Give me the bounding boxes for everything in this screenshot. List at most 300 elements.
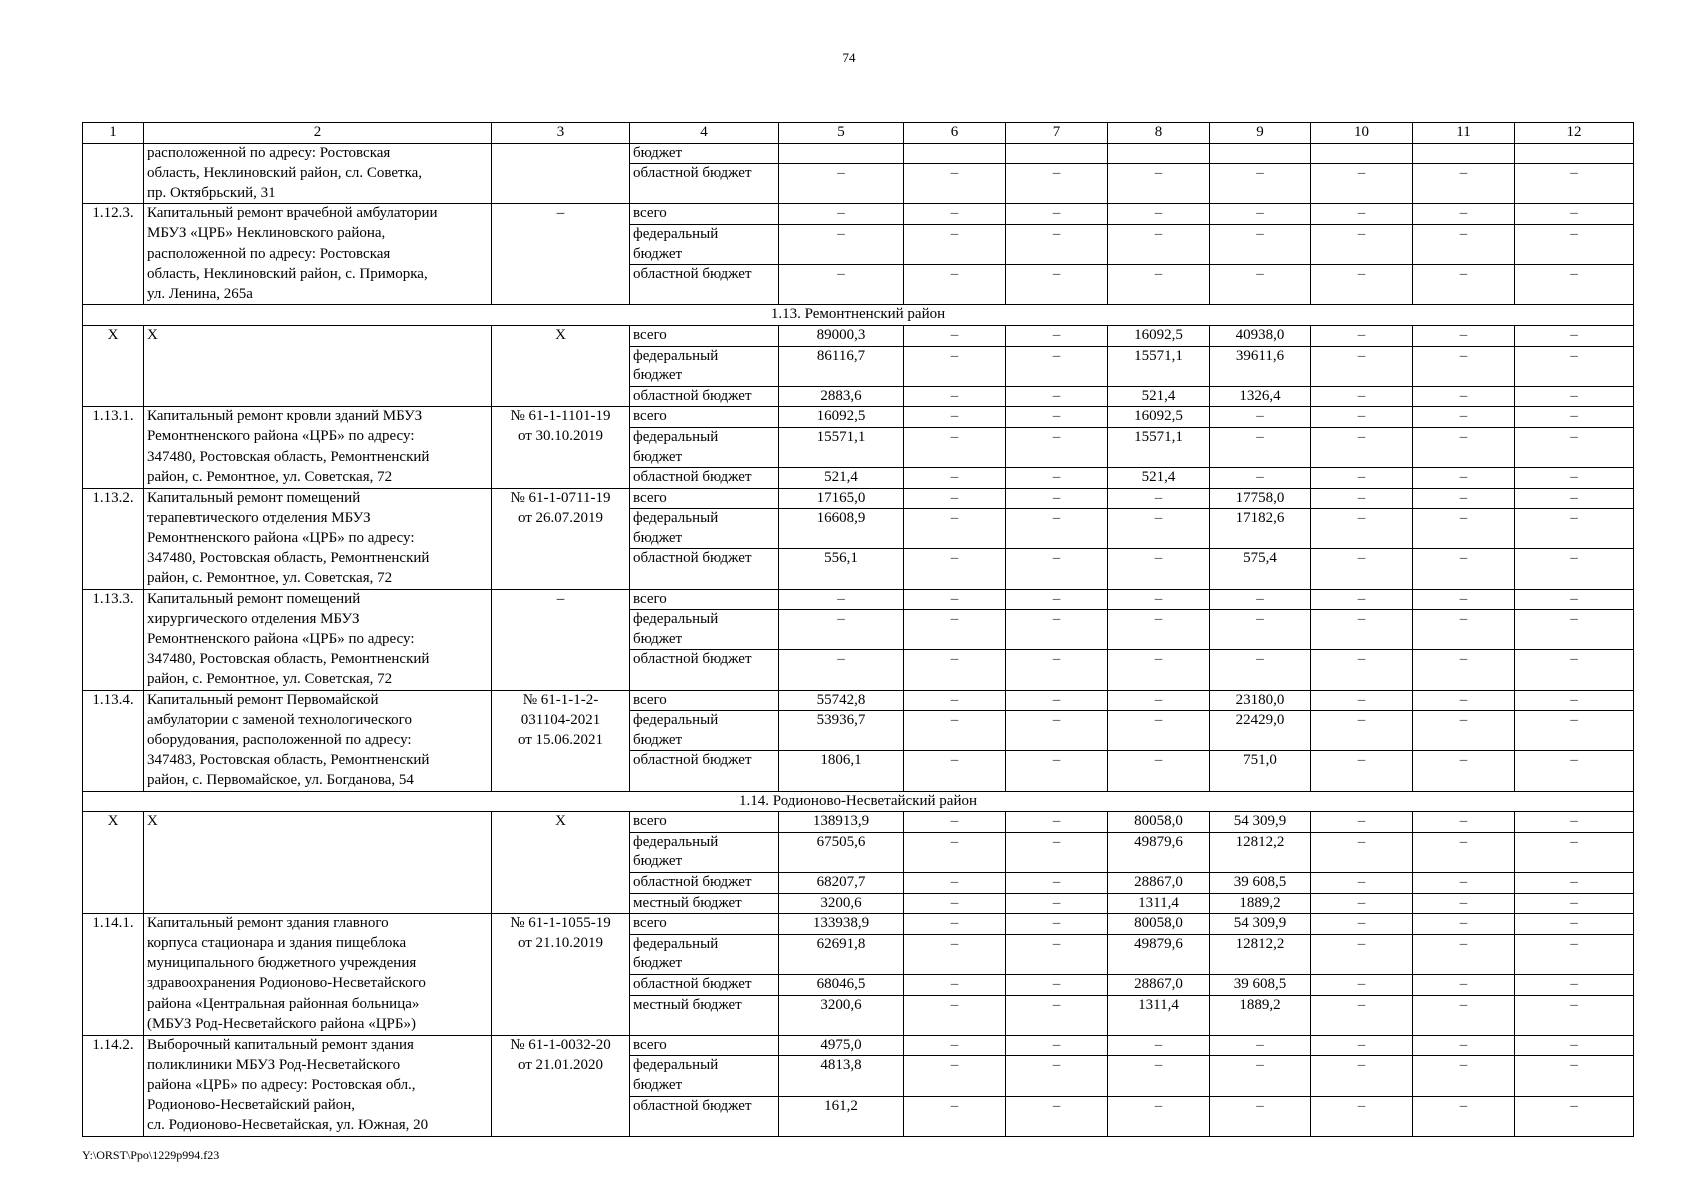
value-col-5 xyxy=(779,245,904,265)
value-col-8 xyxy=(1108,1116,1210,1136)
item-number xyxy=(83,224,144,244)
funding-source: местный бюджет xyxy=(630,893,779,914)
value-col-8: 16092,5 xyxy=(1108,407,1210,428)
item-number xyxy=(83,509,144,529)
table-row xyxy=(83,224,1634,244)
item-description: район, с. Ремонтное, ул. Советская, 72 xyxy=(144,670,492,690)
value-col-8: 521,4 xyxy=(1108,468,1210,489)
table-row xyxy=(83,1056,1634,1076)
value-col-8: 1311,4 xyxy=(1108,893,1210,914)
value-col-12: – xyxy=(1515,589,1634,610)
table-row xyxy=(83,285,1634,305)
item-number xyxy=(83,1096,144,1116)
item-description xyxy=(144,872,492,893)
item-number xyxy=(83,610,144,630)
contract-number xyxy=(492,974,630,995)
funding-source: областной бюджет xyxy=(630,650,779,670)
funding-source: всего xyxy=(630,1035,779,1056)
contract-number: Х xyxy=(492,812,630,833)
item-description: МБУЗ «ЦРБ» Неклиновского района, xyxy=(144,224,492,244)
item-number xyxy=(83,650,144,670)
item-number: 1.12.3. xyxy=(83,204,144,225)
value-col-12: – xyxy=(1515,509,1634,529)
value-col-6 xyxy=(904,569,1006,589)
funding-source: областной бюджет xyxy=(630,164,779,184)
value-col-9 xyxy=(1210,245,1311,265)
value-col-5: – xyxy=(779,589,904,610)
value-col-12 xyxy=(1515,1015,1634,1035)
contract-number: 031104-2021 xyxy=(492,711,630,731)
contract-number xyxy=(492,529,630,549)
value-col-11: – xyxy=(1413,265,1515,285)
table-row xyxy=(83,143,1634,164)
item-description: муниципального бюджетного учреждения xyxy=(144,954,492,974)
value-col-5 xyxy=(779,1116,904,1136)
value-col-6: – xyxy=(904,1096,1006,1116)
value-col-9: 54 309,9 xyxy=(1210,812,1311,833)
value-col-11: – xyxy=(1413,224,1515,244)
file-path: Y:\ORST\Ppo\1229p994.f23 xyxy=(82,1148,220,1162)
value-col-5: 89000,3 xyxy=(779,325,904,346)
table-row xyxy=(83,954,1634,974)
value-col-10 xyxy=(1311,184,1413,204)
item-number: Х xyxy=(83,325,144,346)
funding-source: федеральный xyxy=(630,711,779,731)
value-col-10: – xyxy=(1311,509,1413,529)
value-col-6 xyxy=(904,1116,1006,1136)
value-col-11: – xyxy=(1413,974,1515,995)
value-col-9: – xyxy=(1210,589,1311,610)
value-col-8 xyxy=(1108,285,1210,305)
item-number xyxy=(83,934,144,954)
contract-number: – xyxy=(492,204,630,225)
value-col-12 xyxy=(1515,1076,1634,1096)
value-col-6: – xyxy=(904,872,1006,893)
value-col-6: – xyxy=(904,509,1006,529)
funding-source: всего xyxy=(630,812,779,833)
value-col-12 xyxy=(1515,954,1634,974)
contract-number xyxy=(492,1015,630,1035)
value-col-6: – xyxy=(904,164,1006,184)
item-number xyxy=(83,1076,144,1096)
value-col-11: – xyxy=(1413,1035,1515,1056)
value-col-8: 16092,5 xyxy=(1108,325,1210,346)
column-number: 8 xyxy=(1108,123,1210,144)
value-col-9 xyxy=(1210,731,1311,751)
table-row xyxy=(83,407,1634,428)
table-row xyxy=(83,366,1634,386)
table-row xyxy=(83,630,1634,650)
value-col-5 xyxy=(779,954,904,974)
funding-source: федеральный xyxy=(630,610,779,630)
value-col-11: – xyxy=(1413,427,1515,447)
value-col-10 xyxy=(1311,670,1413,690)
table-row xyxy=(83,325,1634,346)
item-number xyxy=(83,630,144,650)
value-col-8: – xyxy=(1108,690,1210,711)
value-col-11: – xyxy=(1413,164,1515,184)
value-col-6: – xyxy=(904,427,1006,447)
value-col-8: – xyxy=(1108,488,1210,509)
funding-source: бюджет xyxy=(630,245,779,265)
value-col-10 xyxy=(1311,731,1413,751)
value-col-5: 15571,1 xyxy=(779,427,904,447)
value-col-9: 751,0 xyxy=(1210,751,1311,771)
item-number xyxy=(83,711,144,731)
contract-number xyxy=(492,184,630,204)
value-col-10: – xyxy=(1311,468,1413,489)
value-col-7 xyxy=(1006,954,1108,974)
contract-number xyxy=(492,893,630,914)
value-col-8: – xyxy=(1108,589,1210,610)
column-number: 9 xyxy=(1210,123,1311,144)
funding-source: бюджет xyxy=(630,366,779,386)
contract-number: № 61-1-0711-19 xyxy=(492,488,630,509)
value-col-10: – xyxy=(1311,812,1413,833)
value-col-12: – xyxy=(1515,832,1634,852)
budget-table xyxy=(82,122,1634,1137)
value-col-7 xyxy=(1006,1076,1108,1096)
value-col-5: – xyxy=(779,650,904,670)
value-col-12: – xyxy=(1515,893,1634,914)
item-number: 1.14.2. xyxy=(83,1035,144,1056)
value-col-10: – xyxy=(1311,204,1413,225)
item-description xyxy=(144,346,492,366)
value-col-6 xyxy=(904,448,1006,468)
table-row xyxy=(83,448,1634,468)
item-description: 347483, Ростовская область, Ремонтненский xyxy=(144,751,492,771)
value-col-6 xyxy=(904,143,1006,164)
value-col-7: – xyxy=(1006,974,1108,995)
value-col-9 xyxy=(1210,1015,1311,1035)
item-number xyxy=(83,427,144,447)
funding-source: бюджет xyxy=(630,630,779,650)
value-col-7 xyxy=(1006,285,1108,305)
value-col-5 xyxy=(779,1015,904,1035)
value-col-9: – xyxy=(1210,407,1311,428)
contract-number xyxy=(492,1096,630,1116)
column-number: 2 xyxy=(144,123,492,144)
value-col-6: – xyxy=(904,488,1006,509)
value-col-6: – xyxy=(904,204,1006,225)
item-description: область, Неклиновский район, сл. Советка, xyxy=(144,164,492,184)
value-col-12: – xyxy=(1515,1035,1634,1056)
value-col-8: 80058,0 xyxy=(1108,812,1210,833)
item-description: Ремонтненского района «ЦРБ» по адресу: xyxy=(144,427,492,447)
value-col-9: 40938,0 xyxy=(1210,325,1311,346)
value-col-6: – xyxy=(904,893,1006,914)
value-col-11: – xyxy=(1413,812,1515,833)
value-col-8 xyxy=(1108,954,1210,974)
contract-number xyxy=(492,549,630,569)
value-col-10 xyxy=(1311,852,1413,872)
value-col-9: – xyxy=(1210,650,1311,670)
value-col-6: – xyxy=(904,346,1006,366)
funding-source: федеральный xyxy=(630,509,779,529)
value-col-12 xyxy=(1515,143,1634,164)
item-number xyxy=(83,893,144,914)
value-col-6: – xyxy=(904,589,1006,610)
funding-source: областной бюджет xyxy=(630,386,779,407)
item-number xyxy=(83,468,144,489)
value-col-11: – xyxy=(1413,549,1515,569)
funding-source: областной бюджет xyxy=(630,751,779,771)
contract-number xyxy=(492,852,630,872)
value-col-5: 16608,9 xyxy=(779,509,904,529)
item-number xyxy=(83,954,144,974)
table-row xyxy=(83,265,1634,285)
value-col-10: – xyxy=(1311,751,1413,771)
value-col-10 xyxy=(1311,954,1413,974)
column-number: 4 xyxy=(630,123,779,144)
item-number xyxy=(83,974,144,995)
table-row xyxy=(83,751,1634,771)
section-row xyxy=(83,305,1634,326)
value-col-9: 12812,2 xyxy=(1210,832,1311,852)
contract-number xyxy=(492,751,630,771)
funding-source: бюджет xyxy=(630,448,779,468)
table-row xyxy=(83,690,1634,711)
contract-number xyxy=(492,995,630,1015)
value-col-7: – xyxy=(1006,934,1108,954)
column-number: 12 xyxy=(1515,123,1634,144)
value-col-12: – xyxy=(1515,690,1634,711)
value-col-8: 49879,6 xyxy=(1108,832,1210,852)
value-col-8 xyxy=(1108,670,1210,690)
column-number-row xyxy=(83,123,1634,144)
value-col-11 xyxy=(1413,852,1515,872)
item-number: 1.13.4. xyxy=(83,690,144,711)
item-number xyxy=(83,852,144,872)
value-col-5: 55742,8 xyxy=(779,690,904,711)
item-description: Ремонтненского района «ЦРБ» по адресу: xyxy=(144,529,492,549)
value-col-7: – xyxy=(1006,610,1108,630)
value-col-12: – xyxy=(1515,610,1634,630)
value-col-7 xyxy=(1006,569,1108,589)
table-row xyxy=(83,204,1634,225)
value-col-5: 68207,7 xyxy=(779,872,904,893)
value-col-9: 1326,4 xyxy=(1210,386,1311,407)
table-row xyxy=(83,427,1634,447)
value-col-12: – xyxy=(1515,1096,1634,1116)
contract-number xyxy=(492,386,630,407)
funding-source: федеральный xyxy=(630,427,779,447)
value-col-9: – xyxy=(1210,204,1311,225)
value-col-6 xyxy=(904,245,1006,265)
item-description: Х xyxy=(144,325,492,346)
contract-number: № 61-1-1055-19 xyxy=(492,914,630,935)
contract-number xyxy=(492,771,630,791)
value-col-12 xyxy=(1515,630,1634,650)
value-col-9: 17758,0 xyxy=(1210,488,1311,509)
value-col-12: – xyxy=(1515,1056,1634,1076)
value-col-10: – xyxy=(1311,914,1413,935)
value-col-10 xyxy=(1311,1015,1413,1035)
value-col-6: – xyxy=(904,1035,1006,1056)
item-number xyxy=(83,1056,144,1076)
column-number: 6 xyxy=(904,123,1006,144)
value-col-10: – xyxy=(1311,1035,1413,1056)
table-row xyxy=(83,893,1634,914)
contract-number xyxy=(492,954,630,974)
value-col-7: – xyxy=(1006,751,1108,771)
value-col-9: – xyxy=(1210,1056,1311,1076)
value-col-9: – xyxy=(1210,1096,1311,1116)
value-col-11 xyxy=(1413,771,1515,791)
value-col-5: 521,4 xyxy=(779,468,904,489)
value-col-10 xyxy=(1311,448,1413,468)
value-col-10 xyxy=(1311,143,1413,164)
value-col-6 xyxy=(904,366,1006,386)
value-col-5 xyxy=(779,184,904,204)
value-col-7 xyxy=(1006,366,1108,386)
value-col-8: 1311,4 xyxy=(1108,995,1210,1015)
funding-source: всего xyxy=(630,325,779,346)
value-col-6: – xyxy=(904,468,1006,489)
value-col-7: – xyxy=(1006,914,1108,935)
funding-source: областной бюджет xyxy=(630,974,779,995)
table-row xyxy=(83,832,1634,852)
item-description: ул. Ленина, 265а xyxy=(144,285,492,305)
value-col-6 xyxy=(904,670,1006,690)
value-col-5 xyxy=(779,1076,904,1096)
item-description: район, с. Ремонтное, ул. Советская, 72 xyxy=(144,569,492,589)
section-row xyxy=(83,791,1634,812)
table-row xyxy=(83,549,1634,569)
value-col-9: – xyxy=(1210,1035,1311,1056)
value-col-9: 22429,0 xyxy=(1210,711,1311,731)
value-col-5 xyxy=(779,852,904,872)
value-col-6: – xyxy=(904,610,1006,630)
item-number xyxy=(83,366,144,386)
value-col-7 xyxy=(1006,1015,1108,1035)
item-description: Капитальный ремонт врачебной амбулатории xyxy=(144,204,492,225)
value-col-8: – xyxy=(1108,1035,1210,1056)
contract-number xyxy=(492,265,630,285)
item-number xyxy=(83,386,144,407)
value-col-7: – xyxy=(1006,204,1108,225)
value-col-5 xyxy=(779,670,904,690)
item-description: Капитальный ремонт помещений xyxy=(144,488,492,509)
value-col-9: 1889,2 xyxy=(1210,995,1311,1015)
item-description xyxy=(144,893,492,914)
value-col-9: 12812,2 xyxy=(1210,934,1311,954)
value-col-12 xyxy=(1515,366,1634,386)
value-col-12 xyxy=(1515,245,1634,265)
value-col-12: – xyxy=(1515,872,1634,893)
item-number xyxy=(83,832,144,852)
contract-number xyxy=(492,650,630,670)
item-description: Капитальный ремонт кровли зданий МБУЗ xyxy=(144,407,492,428)
value-col-9: – xyxy=(1210,164,1311,184)
value-col-10 xyxy=(1311,366,1413,386)
value-col-11: – xyxy=(1413,610,1515,630)
value-col-6: – xyxy=(904,386,1006,407)
value-col-11: – xyxy=(1413,995,1515,1015)
value-col-9: – xyxy=(1210,610,1311,630)
value-col-7: – xyxy=(1006,711,1108,731)
value-col-11 xyxy=(1413,954,1515,974)
value-col-5: – xyxy=(779,164,904,184)
value-col-8 xyxy=(1108,1076,1210,1096)
item-number xyxy=(83,448,144,468)
item-number: 1.13.2. xyxy=(83,488,144,509)
value-col-6: – xyxy=(904,914,1006,935)
value-col-9 xyxy=(1210,771,1311,791)
value-col-9 xyxy=(1210,1116,1311,1136)
value-col-6 xyxy=(904,731,1006,751)
value-col-6 xyxy=(904,529,1006,549)
value-col-12: – xyxy=(1515,265,1634,285)
contract-number: – xyxy=(492,589,630,610)
value-col-5 xyxy=(779,143,904,164)
value-col-10: – xyxy=(1311,893,1413,914)
value-col-6 xyxy=(904,630,1006,650)
value-col-11 xyxy=(1413,245,1515,265)
contract-number: Х xyxy=(492,325,630,346)
item-number xyxy=(83,731,144,751)
value-col-7: – xyxy=(1006,346,1108,366)
value-col-5: 16092,5 xyxy=(779,407,904,428)
contract-number: № 61-1-1101-19 xyxy=(492,407,630,428)
value-col-11: – xyxy=(1413,690,1515,711)
item-description: 347480, Ростовская область, Ремонтненский xyxy=(144,549,492,569)
table-row xyxy=(83,872,1634,893)
value-col-7: – xyxy=(1006,1035,1108,1056)
value-col-11: – xyxy=(1413,204,1515,225)
funding-source: бюджет xyxy=(630,529,779,549)
value-col-8 xyxy=(1108,448,1210,468)
value-col-8: – xyxy=(1108,224,1210,244)
value-col-7: – xyxy=(1006,407,1108,428)
value-col-11: – xyxy=(1413,325,1515,346)
value-col-12 xyxy=(1515,529,1634,549)
table-row xyxy=(83,1015,1634,1035)
value-col-8 xyxy=(1108,852,1210,872)
funding-source: областной бюджет xyxy=(630,1096,779,1116)
value-col-11: – xyxy=(1413,650,1515,670)
value-col-12: – xyxy=(1515,468,1634,489)
contract-number xyxy=(492,346,630,366)
item-description xyxy=(144,852,492,872)
value-col-6: – xyxy=(904,1056,1006,1076)
value-col-7 xyxy=(1006,184,1108,204)
funding-source xyxy=(630,771,779,791)
value-col-9 xyxy=(1210,143,1311,164)
value-col-10: – xyxy=(1311,164,1413,184)
value-col-11: – xyxy=(1413,872,1515,893)
value-col-5 xyxy=(779,366,904,386)
value-col-5: 4975,0 xyxy=(779,1035,904,1056)
value-col-9 xyxy=(1210,529,1311,549)
value-col-8: 49879,6 xyxy=(1108,934,1210,954)
value-col-6: – xyxy=(904,407,1006,428)
value-col-8: 15571,1 xyxy=(1108,427,1210,447)
value-col-5 xyxy=(779,285,904,305)
value-col-7: – xyxy=(1006,386,1108,407)
value-col-8: – xyxy=(1108,751,1210,771)
value-col-9: 54 309,9 xyxy=(1210,914,1311,935)
value-col-8: – xyxy=(1108,650,1210,670)
value-col-8: – xyxy=(1108,1096,1210,1116)
value-col-11: – xyxy=(1413,751,1515,771)
contract-number xyxy=(492,1076,630,1096)
value-col-10: – xyxy=(1311,650,1413,670)
value-col-6 xyxy=(904,1015,1006,1035)
table-row xyxy=(83,731,1634,751)
item-description: Х xyxy=(144,812,492,833)
value-col-8: – xyxy=(1108,610,1210,630)
